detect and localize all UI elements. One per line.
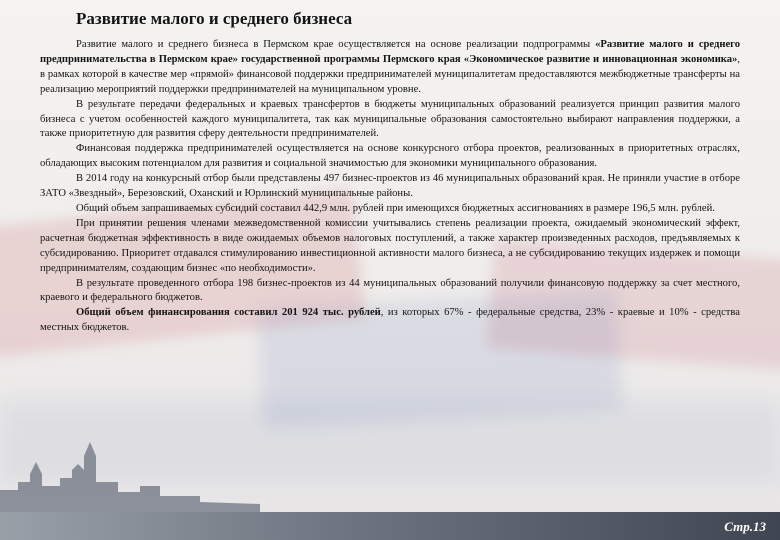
body-text: [40, 38, 740, 336]
paragraph: В 2014 году на конкурсный отбор были представлены 497 бизнес-проектов из 46 муниципальных образований края. Не приняли участие в отборе ЗАТО «Звездный», Березовский, Оханский и Юрлинский муниципальные районы.: [40, 173, 740, 200]
city-skyline-silhouette: [0, 412, 260, 512]
slide-content: [40, 0, 740, 336]
paragraph: Общий объем запрашиваемых субсидий составил 442,9 млн. рублей при имеющихся бюджетных ассигнованиях в размере 196,5 млн. рублей.: [76, 202, 715, 214]
footer-bar: [0, 512, 780, 540]
financing-total-bold: Общий объем финансирования составил 201 924 тыс. рублей: [76, 307, 381, 319]
paragraph: Общий объем финансирования составил 201 924 тыс. рублей, из которых 67% - федеральные средства, 23% - краевые и 10% - средства местных бюджетов.: [40, 307, 740, 334]
paragraph: В результате передачи федеральных и краевых трансфертов в бюджеты муниципальных образований реализуется принцип развития малого бизнеса с учетом особенностей каждого муниципалитета, так как муниципальные образования самостоятельно выбирают направления поддержки, а также приоритетную для развития сферу деятельности предпринимателей.: [40, 98, 740, 140]
paragraph: Финансовая поддержка предпринимателей осуществляется на основе конкурсного отбора проектов, реализованных в приоритетных отраслях, обладающих высоким потенциалом для развития и социальной значимостью для экономики муниципального образования.: [40, 143, 740, 170]
paragraph: В результате проведенного отбора 198 бизнес-проектов из 44 муниципальных образований получили финансовую поддержку за счет местного, краевого и федерального бюджетов.: [40, 277, 740, 304]
paragraph: При принятии решения членами межведомственной комиссии учитывались степень реализации проекта, ожидаемый экономический эффект, расчетная бюджетная эффективность в виде ожидаемых объемов налоговых поступлений, а также характер произведенных расходов, предъявляемых к субсидированию. Приоритет отдавался стимулированию инвестиционной активности малого бизнеса, а не субсидированию текущих издержек и помощи предпринимателям, создающим бизнес «по необходимости».: [40, 217, 740, 274]
page-number: Стр.13: [724, 519, 766, 534]
paragraph: Развитие малого и среднего бизнеса в Пермском крае осуществляется на основе реализации подпрограммы «Развитие малого и среднего предпринимательства в Пермском крае» государственной программы Пермского края «Экономическое развитие и инновационная экономика», в рамках которой в качестве мер «прямой» финансовой поддержки предпринимателей муниципалитетам предоставляются межбюджетные трансферты на реализацию мероприятий поддержки предпринимателей на муниципальном уровне.: [40, 39, 740, 95]
program-name-bold: «Развитие малого и среднего предпринимательства в Пермском крае» государственной программы Пермского края «Экономическое развитие и инновационная экономика»: [40, 39, 740, 65]
page-title: Развитие малого и среднего бизнеса: [76, 9, 353, 28]
